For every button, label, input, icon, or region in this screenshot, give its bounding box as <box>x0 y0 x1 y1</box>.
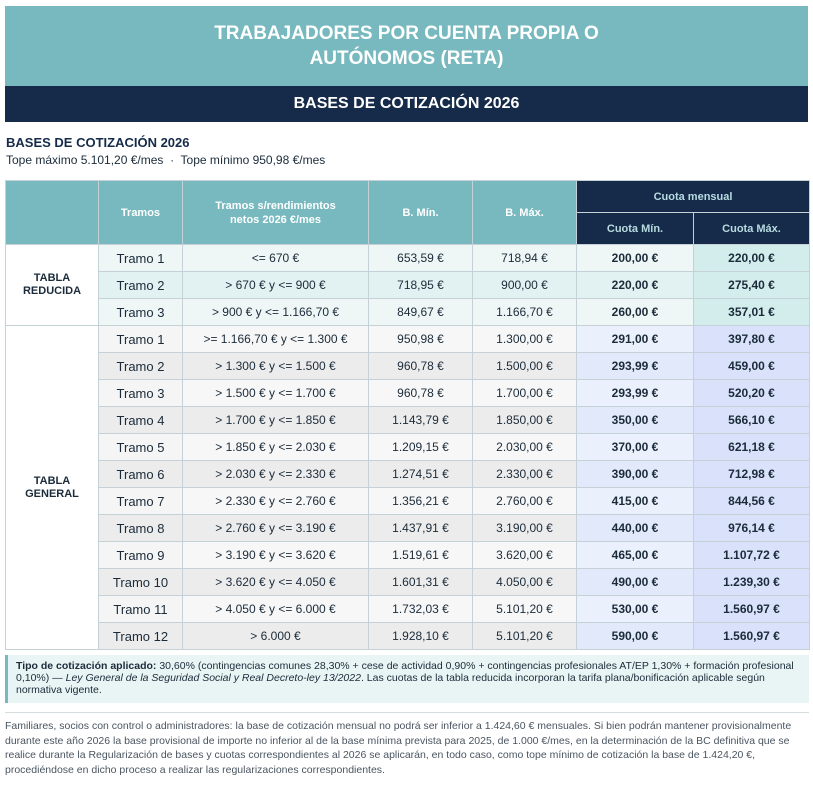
cell-cuota-max: 357,01 € <box>694 299 810 326</box>
cell-tramo: Tramo 12 <box>99 623 183 650</box>
header-blank <box>6 181 99 245</box>
cell-cuota-min: 440,00 € <box>577 515 694 542</box>
subheader-title: BASES DE COTIZACIÓN 2026 <box>6 135 190 150</box>
table-row <box>6 353 810 380</box>
header-bmin: B. Mín. <box>369 181 473 245</box>
cell-bmax: 1.300,00 € <box>473 326 577 353</box>
table-row <box>6 380 810 407</box>
cell-rendimientos: > 6.000 € <box>183 623 369 650</box>
cell-cuota-min: 465,00 € <box>577 542 694 569</box>
cell-rendimientos: > 4.050 € y <= 6.000 € <box>183 596 369 623</box>
cell-tramo: Tramo 8 <box>99 515 183 542</box>
cell-rendimientos: > 1.500 € y <= 1.700 € <box>183 380 369 407</box>
note-law: Ley General de la Seguridad Social y Real Decreto-ley 13/2022 <box>65 672 361 684</box>
cell-cuota-min: 415,00 € <box>577 488 694 515</box>
cell-rendimientos: > 1.700 € y <= 1.850 € <box>183 407 369 434</box>
cell-cuota-max: 1.107,72 € <box>694 542 810 569</box>
cell-bmax: 718,94 € <box>473 245 577 272</box>
header-bmax: B. Máx. <box>473 181 577 245</box>
cell-bmin: 1.928,10 € <box>369 623 473 650</box>
bases-table <box>5 180 810 650</box>
cell-rendimientos: > 3.620 € y <= 4.050 € <box>183 569 369 596</box>
cell-rendimientos: >= 1.166,70 € y <= 1.300 € <box>183 326 369 353</box>
cell-rendimientos: <= 670 € <box>183 245 369 272</box>
cell-tramo: Tramo 9 <box>99 542 183 569</box>
header-rendimientos: Tramos s/rendimientos netos 2026 €/mes <box>183 181 369 245</box>
cell-cuota-max: 520,20 € <box>694 380 810 407</box>
cell-tramo: Tramo 5 <box>99 434 183 461</box>
cell-cuota-min: 220,00 € <box>577 272 694 299</box>
tipo-cotizacion-note <box>5 655 809 703</box>
table-row <box>6 461 810 488</box>
cell-bmax: 3.190,00 € <box>473 515 577 542</box>
cell-cuota-max: 1.560,97 € <box>694 623 810 650</box>
cell-cuota-max: 459,00 € <box>694 353 810 380</box>
cell-tramo: Tramo 1 <box>99 245 183 272</box>
table-row <box>6 326 810 353</box>
cell-cuota-min: 293,99 € <box>577 380 694 407</box>
cell-tramo: Tramo 2 <box>99 272 183 299</box>
table-row <box>6 488 810 515</box>
cell-cuota-min: 590,00 € <box>577 623 694 650</box>
cell-bmax: 900,00 € <box>473 272 577 299</box>
cell-bmax: 2.330,00 € <box>473 461 577 488</box>
cell-cuota-max: 220,00 € <box>694 245 810 272</box>
cell-bmax: 1.700,00 € <box>473 380 577 407</box>
cell-tramo: Tramo 4 <box>99 407 183 434</box>
cell-cuota-min: 390,00 € <box>577 461 694 488</box>
note-text-end: . Las cuotas de la tabla reducida incorporan la tarifa plana/bonificación aplicable según normativa vigente. <box>16 672 765 696</box>
cell-rendimientos: > 2.760 € y <= 3.190 € <box>183 515 369 542</box>
cell-bmax: 4.050,00 € <box>473 569 577 596</box>
cell-bmax: 1.850,00 € <box>473 407 577 434</box>
cell-bmin: 1.356,21 € <box>369 488 473 515</box>
table-row <box>6 245 810 272</box>
cell-bmin: 950,98 € <box>369 326 473 353</box>
main-title-line1: TRABAJADORES POR CUENTA PROPIA O <box>214 23 599 44</box>
cell-cuota-min: 260,00 € <box>577 299 694 326</box>
cell-tramo: Tramo 3 <box>99 299 183 326</box>
cell-cuota-max: 844,56 € <box>694 488 810 515</box>
cell-rendimientos: > 1.850 € y <= 2.030 € <box>183 434 369 461</box>
cell-rendimientos: > 900 € y <= 1.166,70 € <box>183 299 369 326</box>
cell-cuota-max: 566,10 € <box>694 407 810 434</box>
cell-cuota-min: 370,00 € <box>577 434 694 461</box>
cell-tramo: Tramo 2 <box>99 353 183 380</box>
cell-cuota-min: 530,00 € <box>577 596 694 623</box>
header-cuota-mensual: Cuota mensual <box>577 181 810 213</box>
cell-bmax: 3.620,00 € <box>473 542 577 569</box>
section-banner: BASES DE COTIZACIÓN 2026 <box>5 86 808 122</box>
cell-cuota-min: 293,99 € <box>577 353 694 380</box>
cell-bmax: 1.500,00 € <box>473 353 577 380</box>
cell-cuota-min: 200,00 € <box>577 245 694 272</box>
table-row <box>6 569 810 596</box>
cell-bmax: 5.101,20 € <box>473 623 577 650</box>
cell-bmin: 1.209,15 € <box>369 434 473 461</box>
cell-bmax: 2.760,00 € <box>473 488 577 515</box>
cell-rendimientos: > 2.330 € y <= 2.760 € <box>183 488 369 515</box>
table-row <box>6 434 810 461</box>
cell-cuota-min: 350,00 € <box>577 407 694 434</box>
header-tramos: Tramos <box>99 181 183 245</box>
divider <box>5 712 809 713</box>
cell-cuota-min: 490,00 € <box>577 569 694 596</box>
footer-note: Familiares, socios con control o administradores: la base de cotización mensual no podrá ser inferior a 1.424,60 € mensuales. Si bien podrán mantener provisionalmente durante este año 2026 la base provisional de importe no inferior al de la base mínima prevista para 2025, de 1.000 €/mes, en la determinación de la BC definitiva que se realice durante la Regularización de bases y cuotas correspondientes al 2026 se aplicarán, en todo caso, como tope mínimo de cotización la base de 1.424,20 €, procediéndose en dicho proceso a realizar las regularizaciones correspondientes. <box>5 720 792 776</box>
cell-cuota-max: 712,98 € <box>694 461 810 488</box>
cell-bmax: 5.101,20 € <box>473 596 577 623</box>
cell-bmax: 1.166,70 € <box>473 299 577 326</box>
note-label: Tipo de cotización aplicado: <box>16 660 157 672</box>
table-row <box>6 407 810 434</box>
cell-bmin: 1.519,61 € <box>369 542 473 569</box>
subheader-topes <box>6 152 636 168</box>
note-text: 30,60% (contingencias comunes 28,30% + cese de actividad 0,90% + contingencias profesionales AT/EP 1,30% + formación profesional 0,10%) — <box>16 660 794 684</box>
subheader <box>6 135 636 168</box>
cell-bmin: 1.601,31 € <box>369 569 473 596</box>
cell-tramo: Tramo 1 <box>99 326 183 353</box>
cell-cuota-max: 1.239,30 € <box>694 569 810 596</box>
main-title-banner <box>5 6 808 86</box>
header-cuota-max: Cuota Máx. <box>694 213 810 245</box>
cell-cuota-max: 275,40 € <box>694 272 810 299</box>
cell-bmin: 718,95 € <box>369 272 473 299</box>
cell-bmax: 2.030,00 € <box>473 434 577 461</box>
cell-rendimientos: > 1.300 € y <= 1.500 € <box>183 353 369 380</box>
cell-cuota-max: 976,14 € <box>694 515 810 542</box>
cell-bmin: 960,78 € <box>369 380 473 407</box>
cell-tramo: Tramo 11 <box>99 596 183 623</box>
cell-tramo: Tramo 6 <box>99 461 183 488</box>
tope-maximo: Tope máximo 5.101,20 €/mes <box>6 153 164 167</box>
cell-bmin: 1.274,51 € <box>369 461 473 488</box>
cell-bmin: 1.143,79 € <box>369 407 473 434</box>
cell-bmin: 849,67 € <box>369 299 473 326</box>
table-row <box>6 623 810 650</box>
table-row <box>6 272 810 299</box>
table-row <box>6 299 810 326</box>
cell-rendimientos: > 670 € y <= 900 € <box>183 272 369 299</box>
cell-rendimientos: > 3.190 € y <= 3.620 € <box>183 542 369 569</box>
cell-tramo: Tramo 10 <box>99 569 183 596</box>
cell-rendimientos: > 2.030 € y <= 2.330 € <box>183 461 369 488</box>
topes-separator: · <box>170 153 175 167</box>
table-row <box>6 542 810 569</box>
cell-tramo: Tramo 7 <box>99 488 183 515</box>
main-title-line2: AUTÓNOMOS (RETA) <box>309 48 504 69</box>
cell-bmin: 653,59 € <box>369 245 473 272</box>
tope-minimo: Tope mínimo 950,98 €/mes <box>180 153 326 167</box>
cell-cuota-max: 397,80 € <box>694 326 810 353</box>
table-row <box>6 515 810 542</box>
group-label-reducida: TABLA REDUCIDA <box>6 245 99 326</box>
cell-cuota-min: 291,00 € <box>577 326 694 353</box>
cell-bmin: 1.732,03 € <box>369 596 473 623</box>
table-row <box>6 596 810 623</box>
cell-cuota-max: 621,18 € <box>694 434 810 461</box>
group-label-general: TABLA GENERAL <box>6 326 99 650</box>
cell-cuota-max: 1.560,97 € <box>694 596 810 623</box>
cell-bmin: 960,78 € <box>369 353 473 380</box>
cell-bmin: 1.437,91 € <box>369 515 473 542</box>
cell-tramo: Tramo 3 <box>99 380 183 407</box>
header-cuota-min: Cuota Mín. <box>577 213 694 245</box>
